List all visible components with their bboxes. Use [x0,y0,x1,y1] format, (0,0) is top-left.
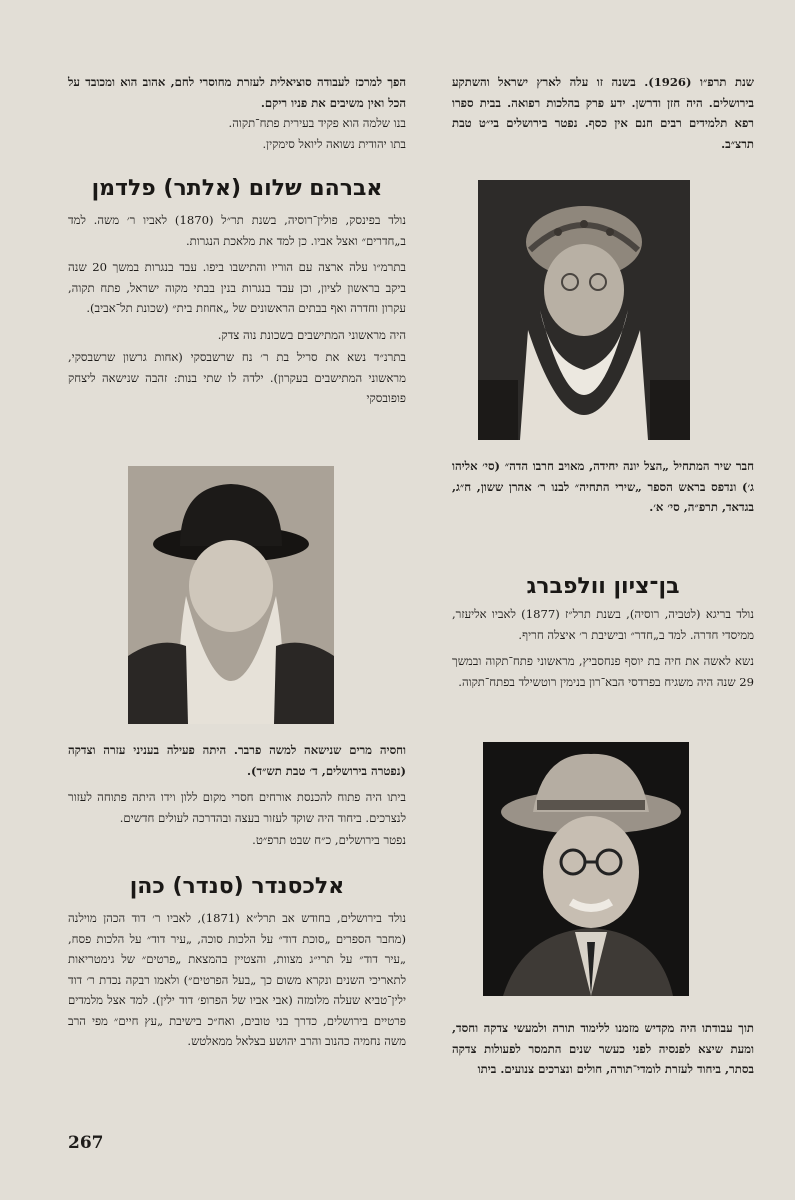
paragraph: בנו שלמה הוא פקיד בעירית פתח־תקוה. [228,116,406,130]
paragraph: וחסיה מרים שנישאה למשה פרבר. היתה פעילה בעניני עזרה וצדקה (נפטרה בירושלים, ד׳ טבת תש״ד). [68,743,406,778]
photo-portrait-cap [478,180,690,440]
paragraph: שנת תרפ״ו (1926). בשנה זו עלה לארץ ישראל והשתקע בירושלים. היה חזן ודרשן. ידע פרק בהלכות רפואה. בבית ספרו רפא תלמידים רבים חנם אין כסף. נפטר בירושלים בי״ט טבת תרצ״ב. [452,75,754,151]
portrait-image [128,466,334,724]
paragraph: חבר שיר המתחיל „הצל יונה יחידה, מאויב חרבו הדה״ (סי׳ אליהו ג׳) ונדפס בראש הספר „שירי התחיה״ לבנו ר׳ אהרן ששון, ח״ג, בגדאד, תרפ״ה, סי׳ א׳. [452,459,754,514]
paragraph: בתרנ״ד נשא את סריל בת ר׳ נח שרשבסקי (אחות גרשון שרשבסקי, מראשוני המתישבים בעקרון). ילדה לו שתי בנות: זהבה שנישאה ליצחק פופובסקי [68,350,406,405]
left-bio-2-text [68,908,406,1058]
paragraph: ביתו היה פתוח להכנסת אורחים חסרי מקום ללון וידו היתה פתוחה לעזור לנצרכים. ביחוד היה שוקד לעזור בעצה ובהדרכה לעולים חדשים. [68,790,406,825]
right-caption-text [452,456,754,524]
paragraph: נפטר בירושלים, כ״ח שבט תרפ״ט. [252,833,406,847]
paragraph: תוך עבודתו היה מקדיש מזמנו ללימוד תורה ולמעשי צדקה וחסד, ומעת שיצא לפנסיה לפני כעשר שנים התמסר לפעולות צדקה בסתר, ביחוד לעזרת לומדי־תורה, חולים ונצרכים צנועים. ביתו [452,1021,754,1076]
right-top-text [452,72,754,160]
portrait-image [478,180,690,440]
heading-wolfberg: בן־ציון וולפברג [526,574,680,599]
portrait-image [483,742,689,996]
left-mid-text [68,740,406,857]
photo-portrait-fedora [483,742,689,996]
paragraph: הפך למרכז לעבודה סוציאלית לעזרת מחוסרי לחם, אהוב הוא ומכובד על הכל ואין משיבים את פניו ריקם. [68,75,406,110]
paragraph: נשא לאשה את חיה בת יוסף פנחסביץ, מראשוני פתח־תקוה ובמשך 29 שנה היה משגיח בפרדסי הבא־רון בנימין רוטשילד בפתח־תקוה. [452,654,754,689]
paragraph: נולד בריגא (לטביה, רוסיה), בשנת תרל״ז (1877) לאביו אליעזר, ממיסדי חדרה. למד ב„חדר״ ובישיבת ר׳ איצלה חריף. [452,607,755,642]
heading-cohen: אלכסנדר (סנדר) כהן [129,874,345,899]
paragraph: נולד בירושלים, בחודש אב תרל״א (1871), לאביו ר׳ דוד הכהן מוילנה (מחבר הספרים „סוכת דוד״ על הלכות סוכה, „עיר דוד״ על הלכות פסח, „עיר דוד״ על תרי״ג מצוות, והצטיין בהמצאת „פרטים״ של גימטריאות לתאריכי השנים ונקרא משום כך „בעל הפרטים״) ולאמו רבקה נכדת ר׳ דוד ילין־טביא שעלה מלומזה (אבי אביו של הפרופ׳ דוד ילין). למד אצל מלמדים פרטיים בירושלים, כדרך בני טובים, ואח״כ בישיבת „עץ חיים״ מפי הרב משה נחמיה כהנוב והרב יהושע בצלאל ממאלטש. [68,911,406,1048]
left-bio-1-text [68,210,406,415]
paragraph: בתרמ״ו עלה ארצה עם הוריו והתישבו ביפו. עבד בנגרות במשך 20 שנה ביקב בראשון לציון, וכן עבד בנגרות בנין בבתי מקוה ישראל, פתח תקוה, עקרון וחדרה ואף בבתים הראשונים של „אחוזת בית״ (שכונת תל־אביב). [68,260,406,315]
heading-feldman: אברהם שלום (אלתר) פלדמן [91,176,383,201]
right-bottom-text [452,1018,754,1086]
paragraph: נולד בפינסק, פולין־רוסיה, בשנת תר״ל (1870) לאביו ר׳ משה. למד ב„חדרים״ ואצל אביו. כן למד את מלאכת הנגרות. [68,213,407,248]
page-number: 267 [68,1133,104,1153]
left-top-text [68,72,406,160]
paragraph: בתו יהודית נשואה ליואל סימקין. [262,136,406,151]
photo-portrait-black-hat [128,466,334,724]
right-bio-text [452,604,754,698]
paragraph: היה מראשוני המתישבים בשכונת נוה צדק. [217,327,406,342]
